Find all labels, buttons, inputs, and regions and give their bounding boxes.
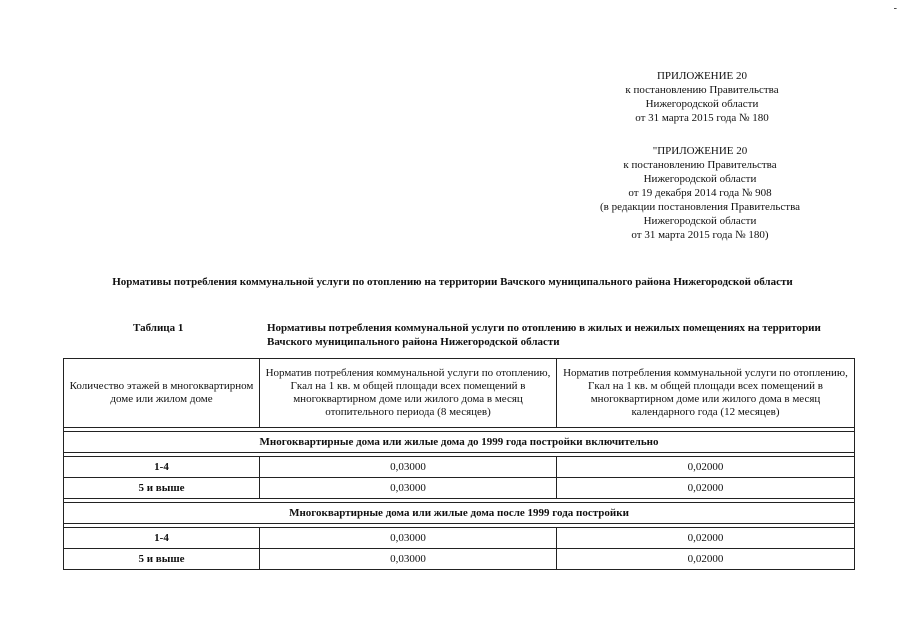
appendix-line: Нижегородской области [645,98,759,110]
appendix-current [612,69,792,125]
appendix-line: от 31 марта 2015 года № 180 [635,112,769,124]
cell-calendar-year: 0,02000 [557,478,855,499]
appendix-line: к постановлению Правительства [625,84,779,96]
appendix-line: от 19 декабря 2014 года № 908 [628,187,772,199]
appendix-line: ПРИЛОЖЕНИЕ 20 [656,70,748,82]
header-text: Количество этажей в многоквартирном доме или жилом доме [69,380,254,405]
cell-heating-period: 0,03000 [260,457,557,478]
table-row [64,549,855,570]
cell-calendar-year: 0,02000 [557,549,855,570]
cell-floors: 1-4 [64,528,260,549]
group-title: Многоквартирные дома или жилые дома после 1999 года постройки [64,503,855,524]
cell-calendar-year: 0,02000 [557,457,855,478]
appendix-previous [580,144,820,242]
appendix-line: "ПРИЛОЖЕНИЕ 20 [652,145,748,157]
table-caption: Нормативы потребления коммунальной услуги по отоплению в жилых и нежилых помещениях на территории Вачского муниципального района Нижегородской области [267,322,821,348]
cell-floors: 1-4 [64,457,260,478]
cell-floors: 5 и выше [64,478,260,499]
cell-heating-period: 0,03000 [260,549,557,570]
appendix-line: Нижегородской области [643,215,757,227]
cell-calendar-year: 0,02000 [557,528,855,549]
page-title: Нормативы потребления коммунальной услуги по отоплению на территории Вачского муниципального района Нижегородской области [112,276,793,288]
header-text: Норматив потребления коммунальной услуги по отоплению, Гкал на 1 кв. м общей площади всех помещений в многоквартирном доме или жилого дома в месяц отопительного периода (8 месяцев) [265,367,551,418]
norms-table [63,358,855,570]
header-text: Норматив потребления коммунальной услуги по отоплению, Гкал на 1 кв. м общей площади всех помещений в многоквартирном доме или жилого дома в месяц календарного года (12 месяцев) [563,367,848,418]
cell-heating-period: 0,03000 [260,478,557,499]
cell-floors: 5 и выше [64,549,260,570]
appendix-line: к постановлению Правительства [623,159,777,171]
header-floors [64,359,260,428]
appendix-line: (в редакции постановления Правительства [599,201,801,213]
group-row [64,503,855,524]
table-row [64,528,855,549]
appendix-line: Нижегородской области [643,173,757,185]
header-calendar-year [557,359,855,428]
table-header-row [64,359,855,428]
table-row [64,478,855,499]
corner-mark: - [893,3,897,14]
header-heating-period [260,359,557,428]
group-title: Многоквартирные дома или жилые дома до 1999 года постройки включительно [64,432,855,453]
table-label: Таблица 1 [133,322,184,334]
group-row [64,432,855,453]
cell-heating-period: 0,03000 [260,528,557,549]
appendix-line: от 31 марта 2015 года № 180) [631,229,769,241]
table-row [64,457,855,478]
